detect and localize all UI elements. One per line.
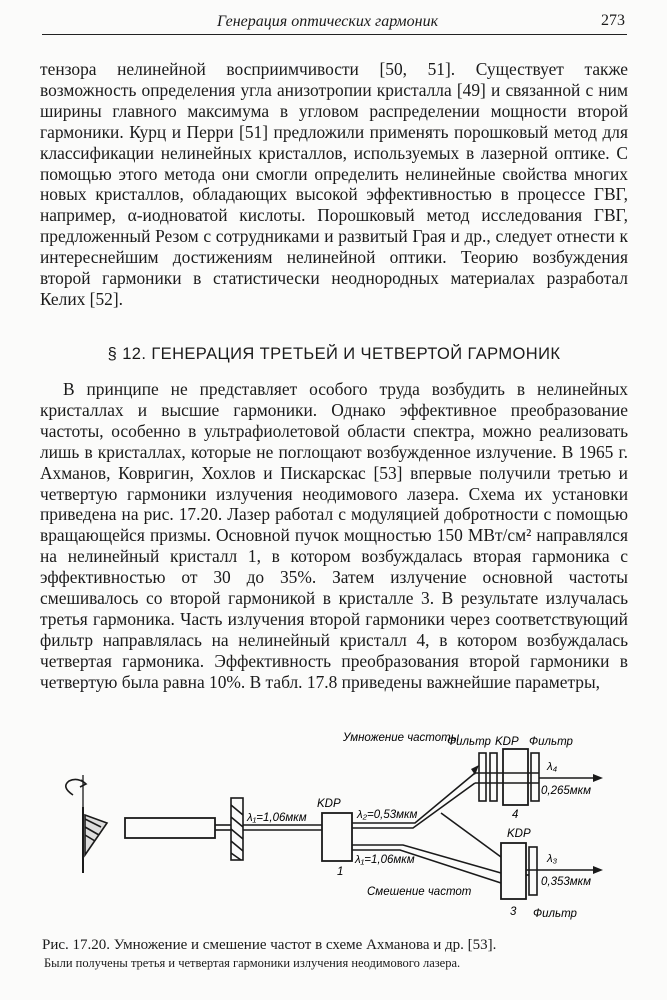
running-title: Генерация оптических гармоник xyxy=(217,13,439,30)
label-lambda2: λ₂=0,53мкм xyxy=(357,809,418,821)
label-crystal-4: 4 xyxy=(512,809,519,821)
label-lambda4-symbol: λ₄ xyxy=(547,761,558,773)
label-lambda4-value: 0,265мкм xyxy=(541,785,591,797)
filter-upper-left xyxy=(479,753,486,801)
laser-rod xyxy=(125,818,215,838)
label-lambda1-after: λ₁=1,06мкм xyxy=(355,854,415,866)
kdp-crystal-4 xyxy=(503,749,528,805)
filter-lower xyxy=(529,847,537,895)
label-multiplication: Умножение частоты xyxy=(343,732,460,744)
kdp-crystal-3 xyxy=(501,843,526,899)
label-lambda3-symbol: λ₃ xyxy=(547,853,558,865)
label-kdp-third: KDP xyxy=(507,828,531,840)
label-lambda1: λ₁=1,06мкм xyxy=(247,812,307,824)
kdp-crystal-1 xyxy=(322,813,352,861)
label-kdp-first: KDP xyxy=(317,798,341,810)
label-filter-top-right: Фильтр xyxy=(529,736,573,748)
label-filter-top-left: Фильтр xyxy=(447,736,491,748)
filter-upper-right xyxy=(531,753,539,801)
section-title: § 12. ГЕНЕРАЦИЯ ТРЕТЬЕЙ И ЧЕТВЕРТОЙ ГАРМОНИК xyxy=(107,345,561,363)
optical-scheme-diagram xyxy=(55,725,615,935)
figure-17-20 xyxy=(55,725,615,935)
label-crystal-3: 3 xyxy=(510,906,517,918)
caption-line-1: Рис. 17.20. Умножение и смешение частот в схеме Ахманова и др. [53]. xyxy=(42,937,497,953)
label-mixing: Смешение частот xyxy=(367,886,472,898)
paragraph-third-fourth-harmonics: В принципе не представляет особого труда возбудить в нелинейных кристаллах и высшие гармоники. Однако эффективное преобразование частоты, особенно в ультрафиолетовой области спектра, можно реализовать лишь в кристаллах, которые не поглощают возбужденное излучение. В 1965 г. Ахманов, Ковригин, Хохлов и Пискарскас [53] впервые получили третью и четвертую гармоники излучения неодимового лазера. Схема их установки приведена на рис. 17.20. Лазер работал с модуляцией добротности с помощью вращающейся призмы. Основной пучок мощностью 150 МВт/см² направлялся на нелинейный кристалл 1, в котором возбуждалась вторая гармоника с эффективностью от 30 до 35%. Затем излучение основной частоты смешивалось со второй гармоникой в кристалле 3. В результате излучалась третья гармоника. Часть излучения второй гармоники через соответствующий фильтр направлялась на нелинейный кристалл 4, в котором возбуждалась четвертая гармоника. Эффективность преобразования второй гармоники в четвертую была равна 10%. В табл. 17.8 приведены важнейшие параметры, xyxy=(40,379,628,692)
label-filter-bottom: Фильтр xyxy=(533,908,577,920)
label-kdp-top: KDP xyxy=(495,736,519,748)
caption-line-2: Были получены третья и четвертая гармоники излучения неодимового лазера. xyxy=(44,956,461,970)
label-lambda3-value: 0,353мкм xyxy=(541,876,591,888)
paragraph-powder-method: тензора нелинейной восприимчивости [50, 51]. Существует также возможность определения угла анизотропии кристалла [49] и связанной с ним ширины главного максимума в угловом распределении мощности второй гармоники. Курц и Перри [51] предложили применять порошковый метод для классификации нелинейных кристаллов, используемых в лазерной оптике. С помощью этого метода они смогли определить нелинейные свойства многих новых кристаллов, обладающих высокой эффективностью в процессе ГВГ, например, α-иодноватой кислоты. Порошковый метод исследования ГВГ, предложенный Резом с сотрудниками и развитый Грая и др., следует отнести к интереснейшим достижениям нелинейной оптики. Теорию возбуждения второй гармоники в статистически неоднородных материалах разработал Келих [52]. xyxy=(40,59,628,309)
page-number: 273 xyxy=(601,12,625,29)
figure-caption xyxy=(42,936,628,972)
running-header xyxy=(42,10,627,35)
label-crystal-1: 1 xyxy=(337,866,344,878)
